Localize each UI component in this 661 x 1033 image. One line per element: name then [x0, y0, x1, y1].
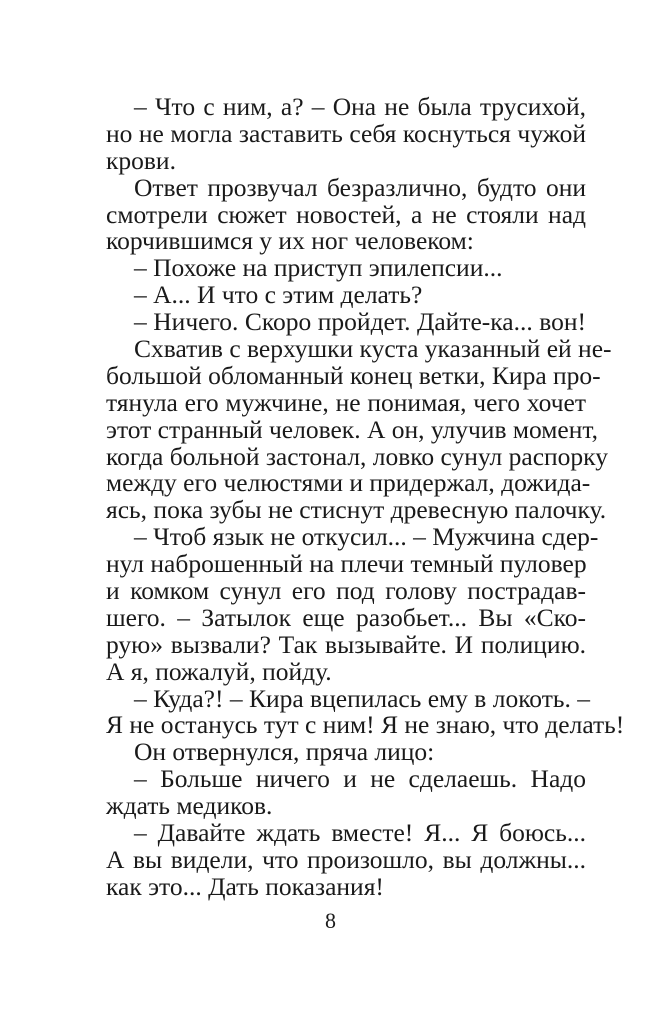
text-line: этот странный человек. А он, улучив момент, — [106, 414, 598, 444]
text-line: Он отвернулся, пряча лицо: — [134, 737, 435, 767]
text-line: Ответ прозвучал безразлично, будто они — [134, 172, 586, 202]
text-line: и комком сунул его под голову пострадав- — [106, 576, 586, 606]
text-line: шего. – Затылок еще разобьет... Вы «Ско- — [106, 602, 586, 632]
text-line: А вы видели, что произошло, вы должны... — [106, 844, 586, 874]
text-line: – Чтоб язык не откусил... – Мужчина сдер- — [134, 522, 599, 552]
page-text — [106, 92, 625, 901]
text-line: крови. — [106, 145, 176, 175]
text-line: – Похоже на приступ эпилепсии... — [134, 253, 503, 283]
text-line: когда больной застонал, ловко сунул распорку — [106, 441, 608, 471]
text-line: рую» вызвали? Так вызывайте. И полицию. — [106, 629, 586, 659]
text-line: как это... Дать показания! — [106, 871, 384, 901]
text-line: между его челюстями и придержал, дожида- — [106, 468, 591, 498]
text-line: – Ничего. Скоро пройдет. Дайте-ка... вон! — [134, 307, 586, 337]
text-line: – Куда?! – Кира вцепилась ему в локоть. – — [134, 683, 590, 713]
text-line: большой обломанный конец ветки, Кира про- — [106, 360, 601, 390]
text-line: – Что с ним, а? – Она не была трусихой, — [134, 92, 586, 121]
text-line: – А... И что с этим делать? — [134, 280, 423, 310]
page-number: 8 — [325, 908, 336, 933]
text-line: – Давайте ждать вместе! Я... Я боюсь... — [134, 818, 586, 848]
text-line: ясь, пока зубы не стиснут древесную палочку. — [106, 495, 607, 525]
text-line: но не могла заставить себя коснуться чужой — [106, 118, 586, 148]
text-line: Я не останусь тут с ним! Я не знаю, что делать! — [106, 710, 625, 740]
text-line: – Больше ничего и не сделаешь. Надо — [134, 764, 586, 794]
text-line: смотрели сюжет новостей, а не стояли над — [106, 199, 586, 229]
text-line: ждать медиков. — [106, 791, 273, 821]
text-line: нул наброшенный на плечи темный пуловер — [106, 549, 587, 579]
text-line: тянула его мужчине, не понимая, чего хочет — [106, 387, 586, 417]
text-line: А я, пожалуй, пойду. — [106, 656, 332, 686]
text-line: Схватив с верхушки куста указанный ей не- — [134, 334, 612, 364]
text-line: корчившимся у их ног человеком: — [106, 226, 474, 256]
